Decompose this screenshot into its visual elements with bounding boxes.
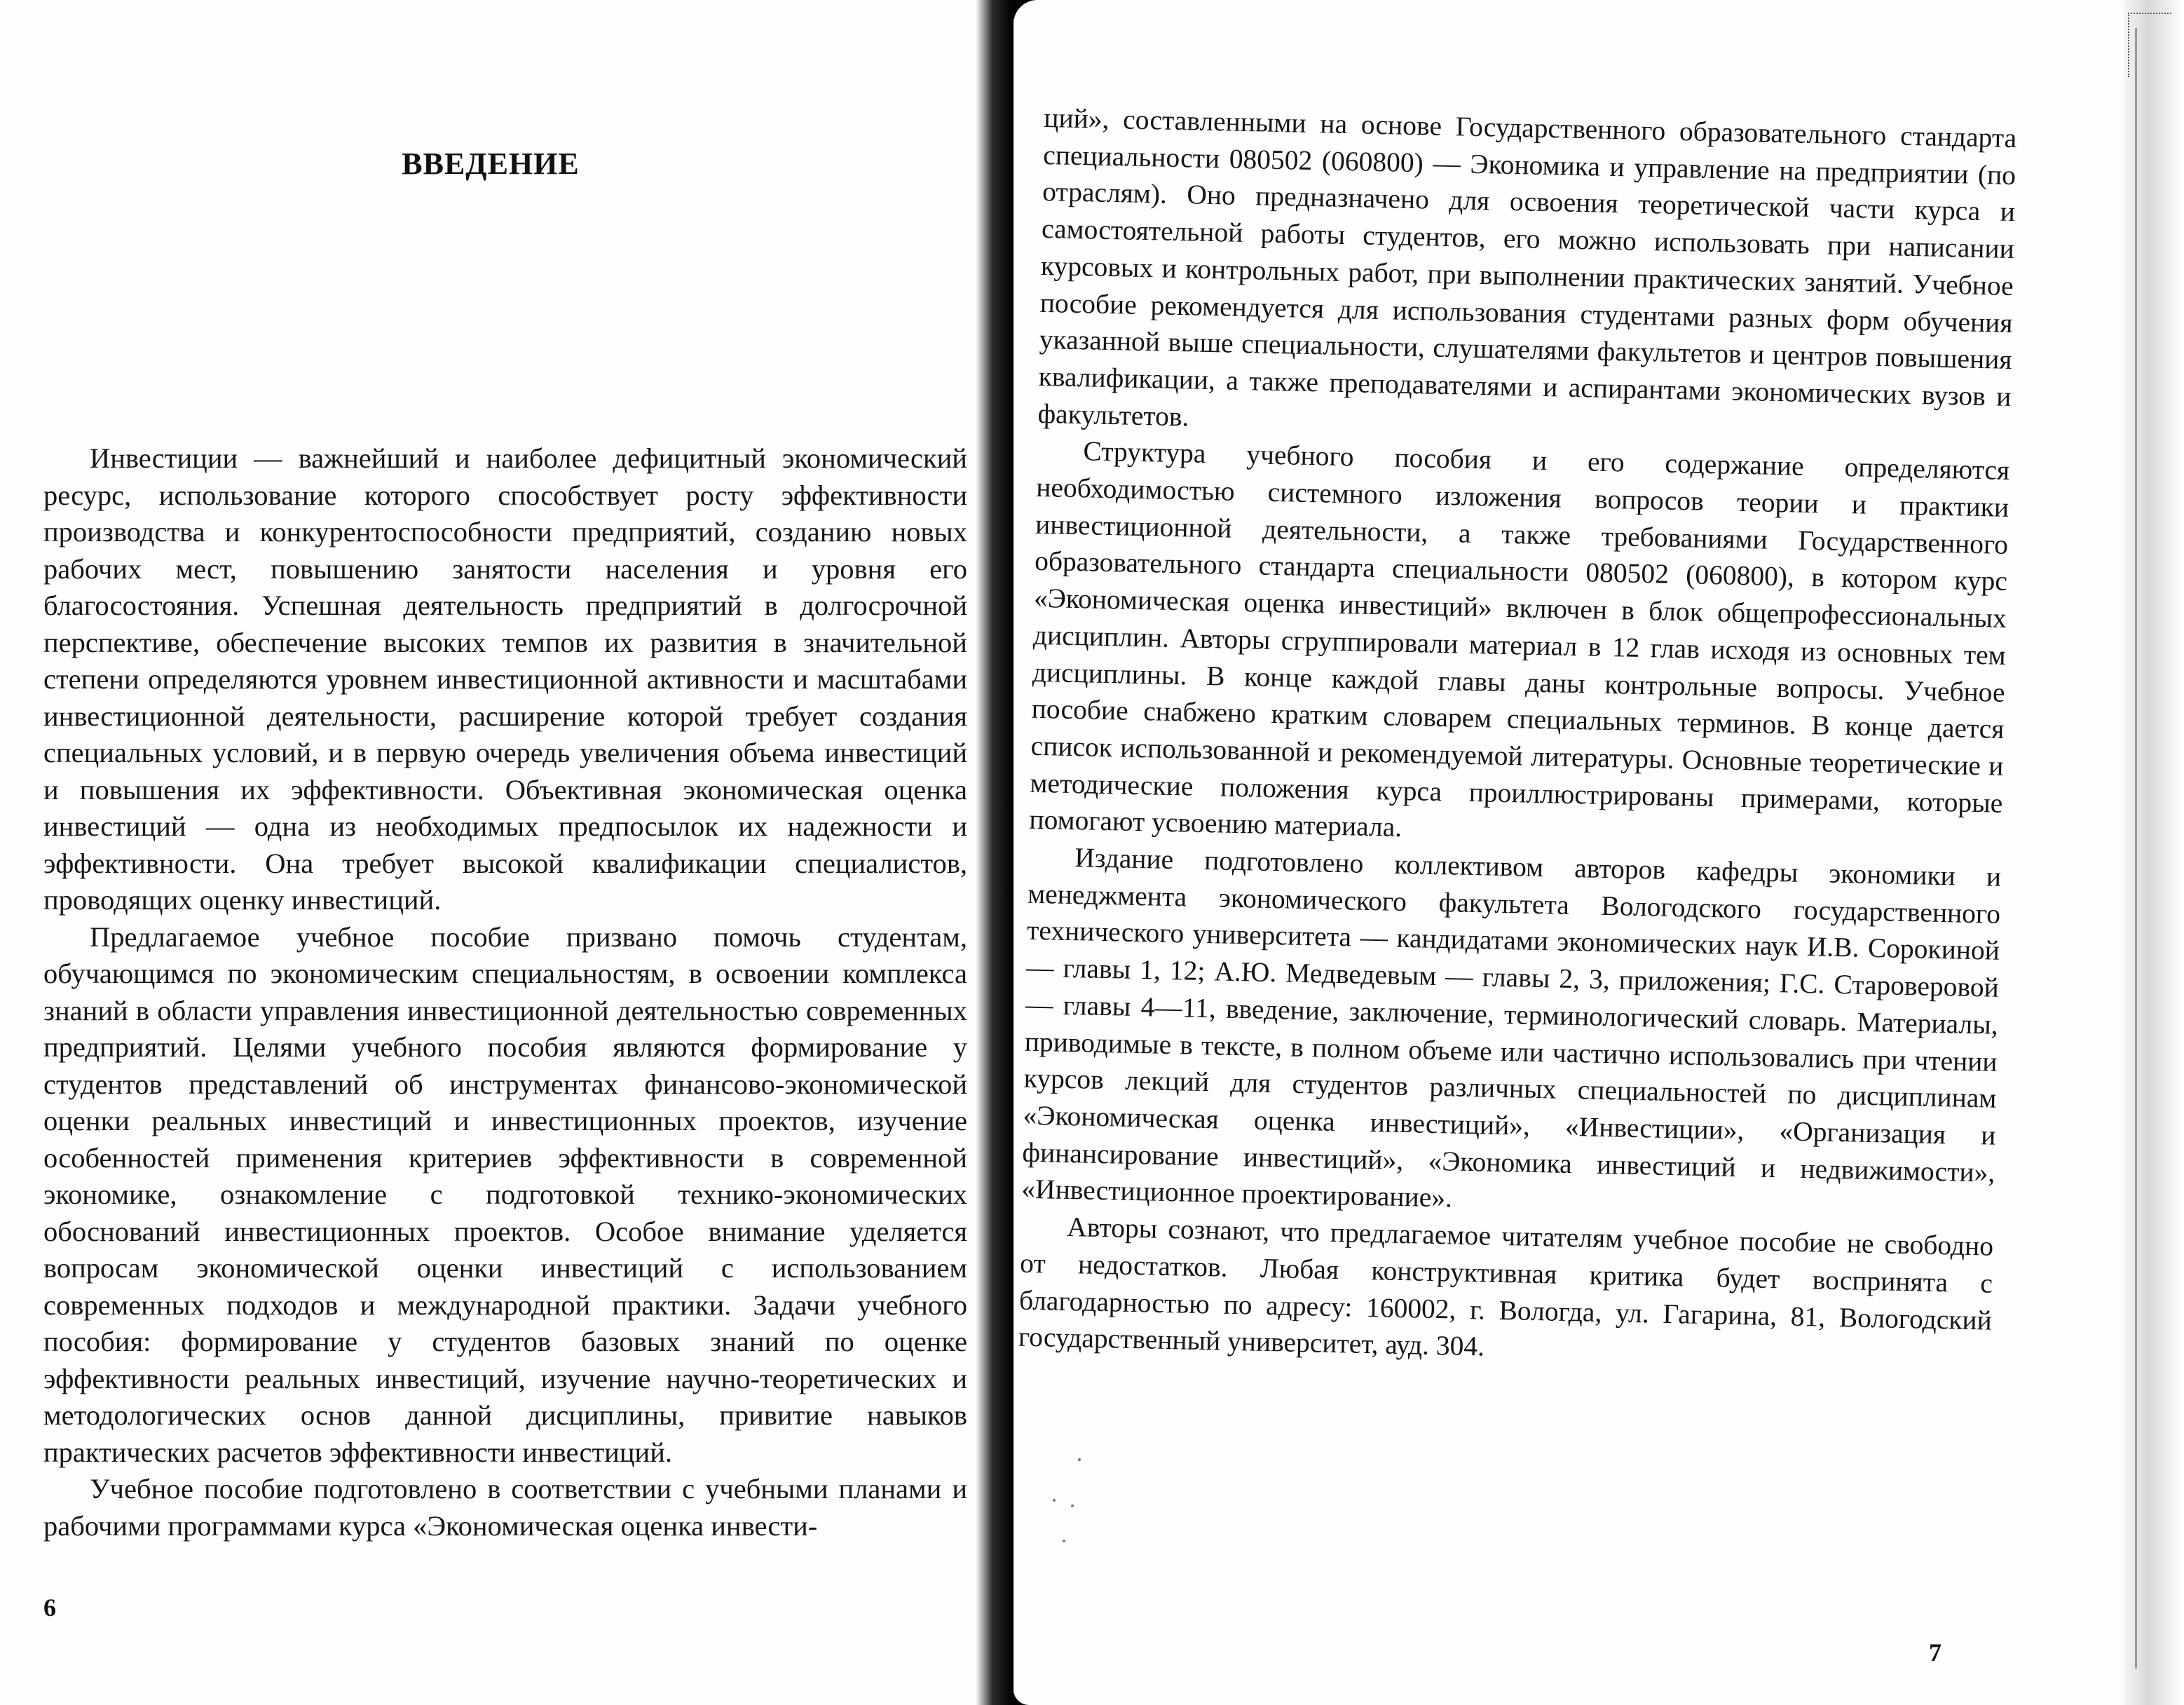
scan-speck	[1063, 1540, 1065, 1542]
right-page-body	[1018, 100, 2016, 1376]
paragraph: Предлагаемое учебное пособие призвано помочь студентам, обучающимся по экономическим специальностям, в освоении комплекса знаний в области управления инвестиционной деятельностью современных предприятий. Целями учебного пособия являются формирование у студентов представлений об инструментах финансово-экономической оценки реальных инвестиций и инвестиционных проектов, изучение особенностей применения критериев эффективности в современной экономике, ознакомление с подготовкой технико-экономических обоснований инвестиционных проектов. Особое внимание уделяется вопросам экономической оценки инвестиций с использованием современных подходов и международной практики. Задачи учебного пособия: формирование у студентов базовых знаний по оценке эффективности реальных инвестиций, изучение научно-теоретических и методологических основ данной дисциплины, привитие навыков практических расчетов эффективности инвестиций.	[43, 921, 967, 1468]
paragraph: Учебное пособие подготовлено в соответствии с учебными планами и рабочими программами курса «Экономическая оценка инвести-	[43, 1473, 967, 1542]
paragraph: Структура учебного пособия и его содержание определяются необходимостью системного изложения вопросов теории и практики инвестиционной деятельности, а также требованиями Государственного образовательного стандарта специальности 080502 (060800), в котором курс «Экономическая оценка инвестиций» включен в блок общепрофессиональных дисциплин. Авторы сгруппировали материал в 12 глав исходя из основных тем дисциплины. В конце каждой главы даны контрольные вопросы. Учебное пособие снабжено кратким словарем специальных терминов. В конце дается список использованной и рекомендуемой литературы. Основные теоретические и методические положения курса проиллюстрированы примерами, которые помогают усвоению материала.	[1029, 435, 2010, 843]
paragraph: Инвестиции — важнейший и наиболее дефицитный экономический ресурс, использование которого способствует росту эффективности производства и конкурентоспособности предприятий, созданию новых рабочих мест, повышению занятости населения и уровня его благосостояния. Успешная деятельность предприятий в долгосрочной перспективе, обеспечение высоких темпов их развития в значительной степени определяются уровнем инвестиционной активности и масштабами инвестиционной деятельности, расширение которой требует создания специальных условий, и в первую очередь увеличения объема инвестиций и повышения их эффективности. Объективная экономическая оценка инвестиций — одна из необходимых предпосылок их надежности и эффективности. Она требует высокой квалификации специалистов, проводящих оценку инвестиций.	[43, 442, 967, 916]
paragraph: Издание подготовлено коллективом авторов кафедры экономики и менеджмента экономического факультета Вологодского государственного технического университета — кандидатами экономических наук И.В. Сорокиной — главы 1, 12; А.Ю. Медведевым — главы 2, 3, приложения; Г.С. Староверовой — главы 4—11, введение, заключение, терминологический словарь. Материалы, приводимые в тексте, в полном объеме или частично использовались при чтении курсов лекций для студентов различных специальностей по дисциплинам «Экономическая оценка инвестиций», «Инвестиции», «Организация и финансирование инвестиций», «Экономика инвестиций и недвижимости», «Инвестиционное проектирование».	[1021, 842, 2002, 1214]
scan-corner-marks	[2128, 13, 2171, 77]
scan-speck	[1071, 1504, 1074, 1507]
left-page-body	[43, 440, 967, 1544]
scan-speck	[1078, 1458, 1081, 1461]
paragraph: Авторы сознают, что предлагаемое читателям учебное пособие не свободно от недостатков. Любая конструктивная критика будет воспринята с благодарностью по адресу: 160002, г. Вологда, ул. Гагарина, 81, Вологодский государственный университет, ауд. 304.	[1018, 1211, 1994, 1362]
left-page	[0, 0, 990, 1705]
page-number-right: 7	[1929, 1638, 1941, 1666]
page-edge-line	[2135, 28, 2137, 1669]
scan-speck	[1053, 1499, 1056, 1502]
page-edge	[2124, 0, 2184, 1705]
paragraph: ций», составленными на основе Государственного образовательного стандарта специальности 080502 (060800) — Экономика и управление на предприятии (по отраслям). Оно предназначено для освоения теоретической части курса и самостоятельной работы студентов, его можно использовать при написании курсовых и контрольных работ, при выполнении практических занятий. Учебное пособие рекомендуется для использования студентами разных форм обучения указанной выше специальности, слушателями факультетов и центров повышения квалификации, а также преподавателями и аспирантами экономических вузов и факультетов.	[1037, 102, 2017, 433]
page-number-left: 6	[43, 1594, 56, 1622]
page-title: ВВЕДЕНИЕ	[402, 147, 580, 181]
